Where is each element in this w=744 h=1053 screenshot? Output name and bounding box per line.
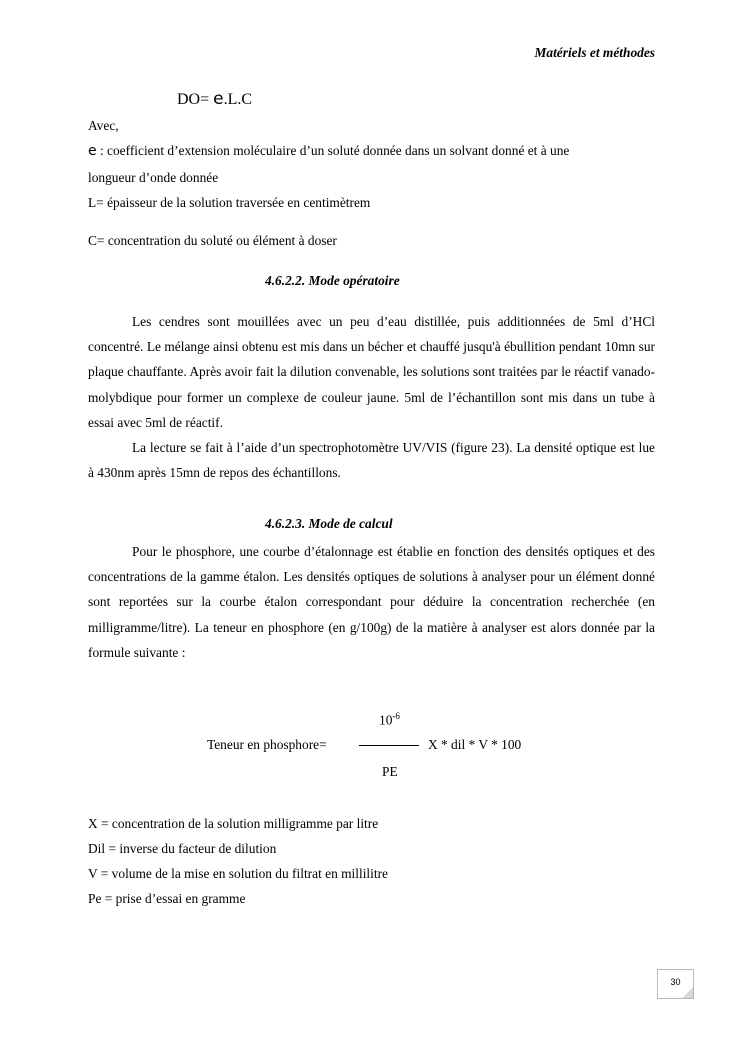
formula-right: .L.C <box>223 91 253 108</box>
page-fold-corner <box>682 987 693 998</box>
paragraph-operatoire-1 <box>88 309 655 435</box>
fraction-bar <box>359 745 419 746</box>
epsilon-definition-cont: longueur d’onde donnée <box>88 170 219 185</box>
paragraph-operatoire-1-text: Les cendres sont mouillées avec un peu d’eau distillée, puis additionnées de 5ml d’HCl concentré. Le mélange ainsi obtenu est mis dans un bécher et chauffé jusqu'à ébullition pendant 10mn sur plaque chauffante. Après avoir fait la dilution convenable, les solutions sont traitées par le réactif vanado-molybdique pour former un complexe de couleur jaune. 5ml de l’échantillon sont mis dans un tube à essai avec 5ml de réactif. <box>88 314 655 430</box>
page-number: 30 <box>670 977 681 987</box>
avec-label: Avec, <box>88 118 119 133</box>
running-header: Matériels et méthodes <box>534 45 655 60</box>
epsilon-symbol: e <box>213 89 224 109</box>
formula-left: DO= <box>177 91 210 108</box>
variable-v: V = volume de la mise en solution du filtrat en millilitre <box>88 866 388 881</box>
l-definition: L= épaisseur de la solution traversée en centimètrem <box>88 195 371 210</box>
paragraph-operatoire-2 <box>88 435 655 485</box>
epsilon-def-text: : coefficient d’extension moléculaire d’un soluté donnée dans un solvant donné et à une <box>96 143 570 158</box>
heading-mode-calcul: 4.6.2.3. Mode de calcul <box>265 516 393 531</box>
variable-pe: Pe = prise d’essai en gramme <box>88 891 246 906</box>
c-definition: C= concentration du soluté ou élément à doser <box>88 233 337 248</box>
formula-rest: X * dil * V * 100 <box>428 737 522 752</box>
epsilon-definition <box>88 143 569 159</box>
absorbance-formula <box>177 89 252 109</box>
paragraph-calcul <box>88 539 655 665</box>
numerator-base: 10 <box>379 712 393 728</box>
formula-denominator: PE <box>382 764 398 779</box>
page-number-box <box>657 969 694 999</box>
paragraph-operatoire-2-text: La lecture se fait à l’aide d’un spectrophotomètre UV/VIS (figure 23). La densité optique est lue à 430nm après 15mn de repos des échantillons. <box>88 440 655 481</box>
numerator-exponent: -6 <box>392 711 400 721</box>
formula-label: Teneur en phosphore= <box>207 737 327 752</box>
epsilon-def-symbol: e <box>88 143 97 159</box>
heading-mode-operatoire: 4.6.2.2. Mode opératoire <box>265 273 400 288</box>
variable-x: X = concentration de la solution milligramme par litre <box>88 816 379 831</box>
formula-numerator <box>379 711 400 728</box>
variable-dil: Dil = inverse du facteur de dilution <box>88 841 277 856</box>
paragraph-calcul-text: Pour le phosphore, une courbe d’étalonnage est établie en fonction des densités optiques et des concentrations de la gamme étalon. Les densités optiques de solutions à analyser pour un élément donné sont reportées sur la courbe étalon correspondant pour déduire la concentration recherchée (en milligramme/litre). La teneur en phosphore (en g/100g) de la matière à analyser est alors donnée par la formule suivante : <box>88 544 655 660</box>
